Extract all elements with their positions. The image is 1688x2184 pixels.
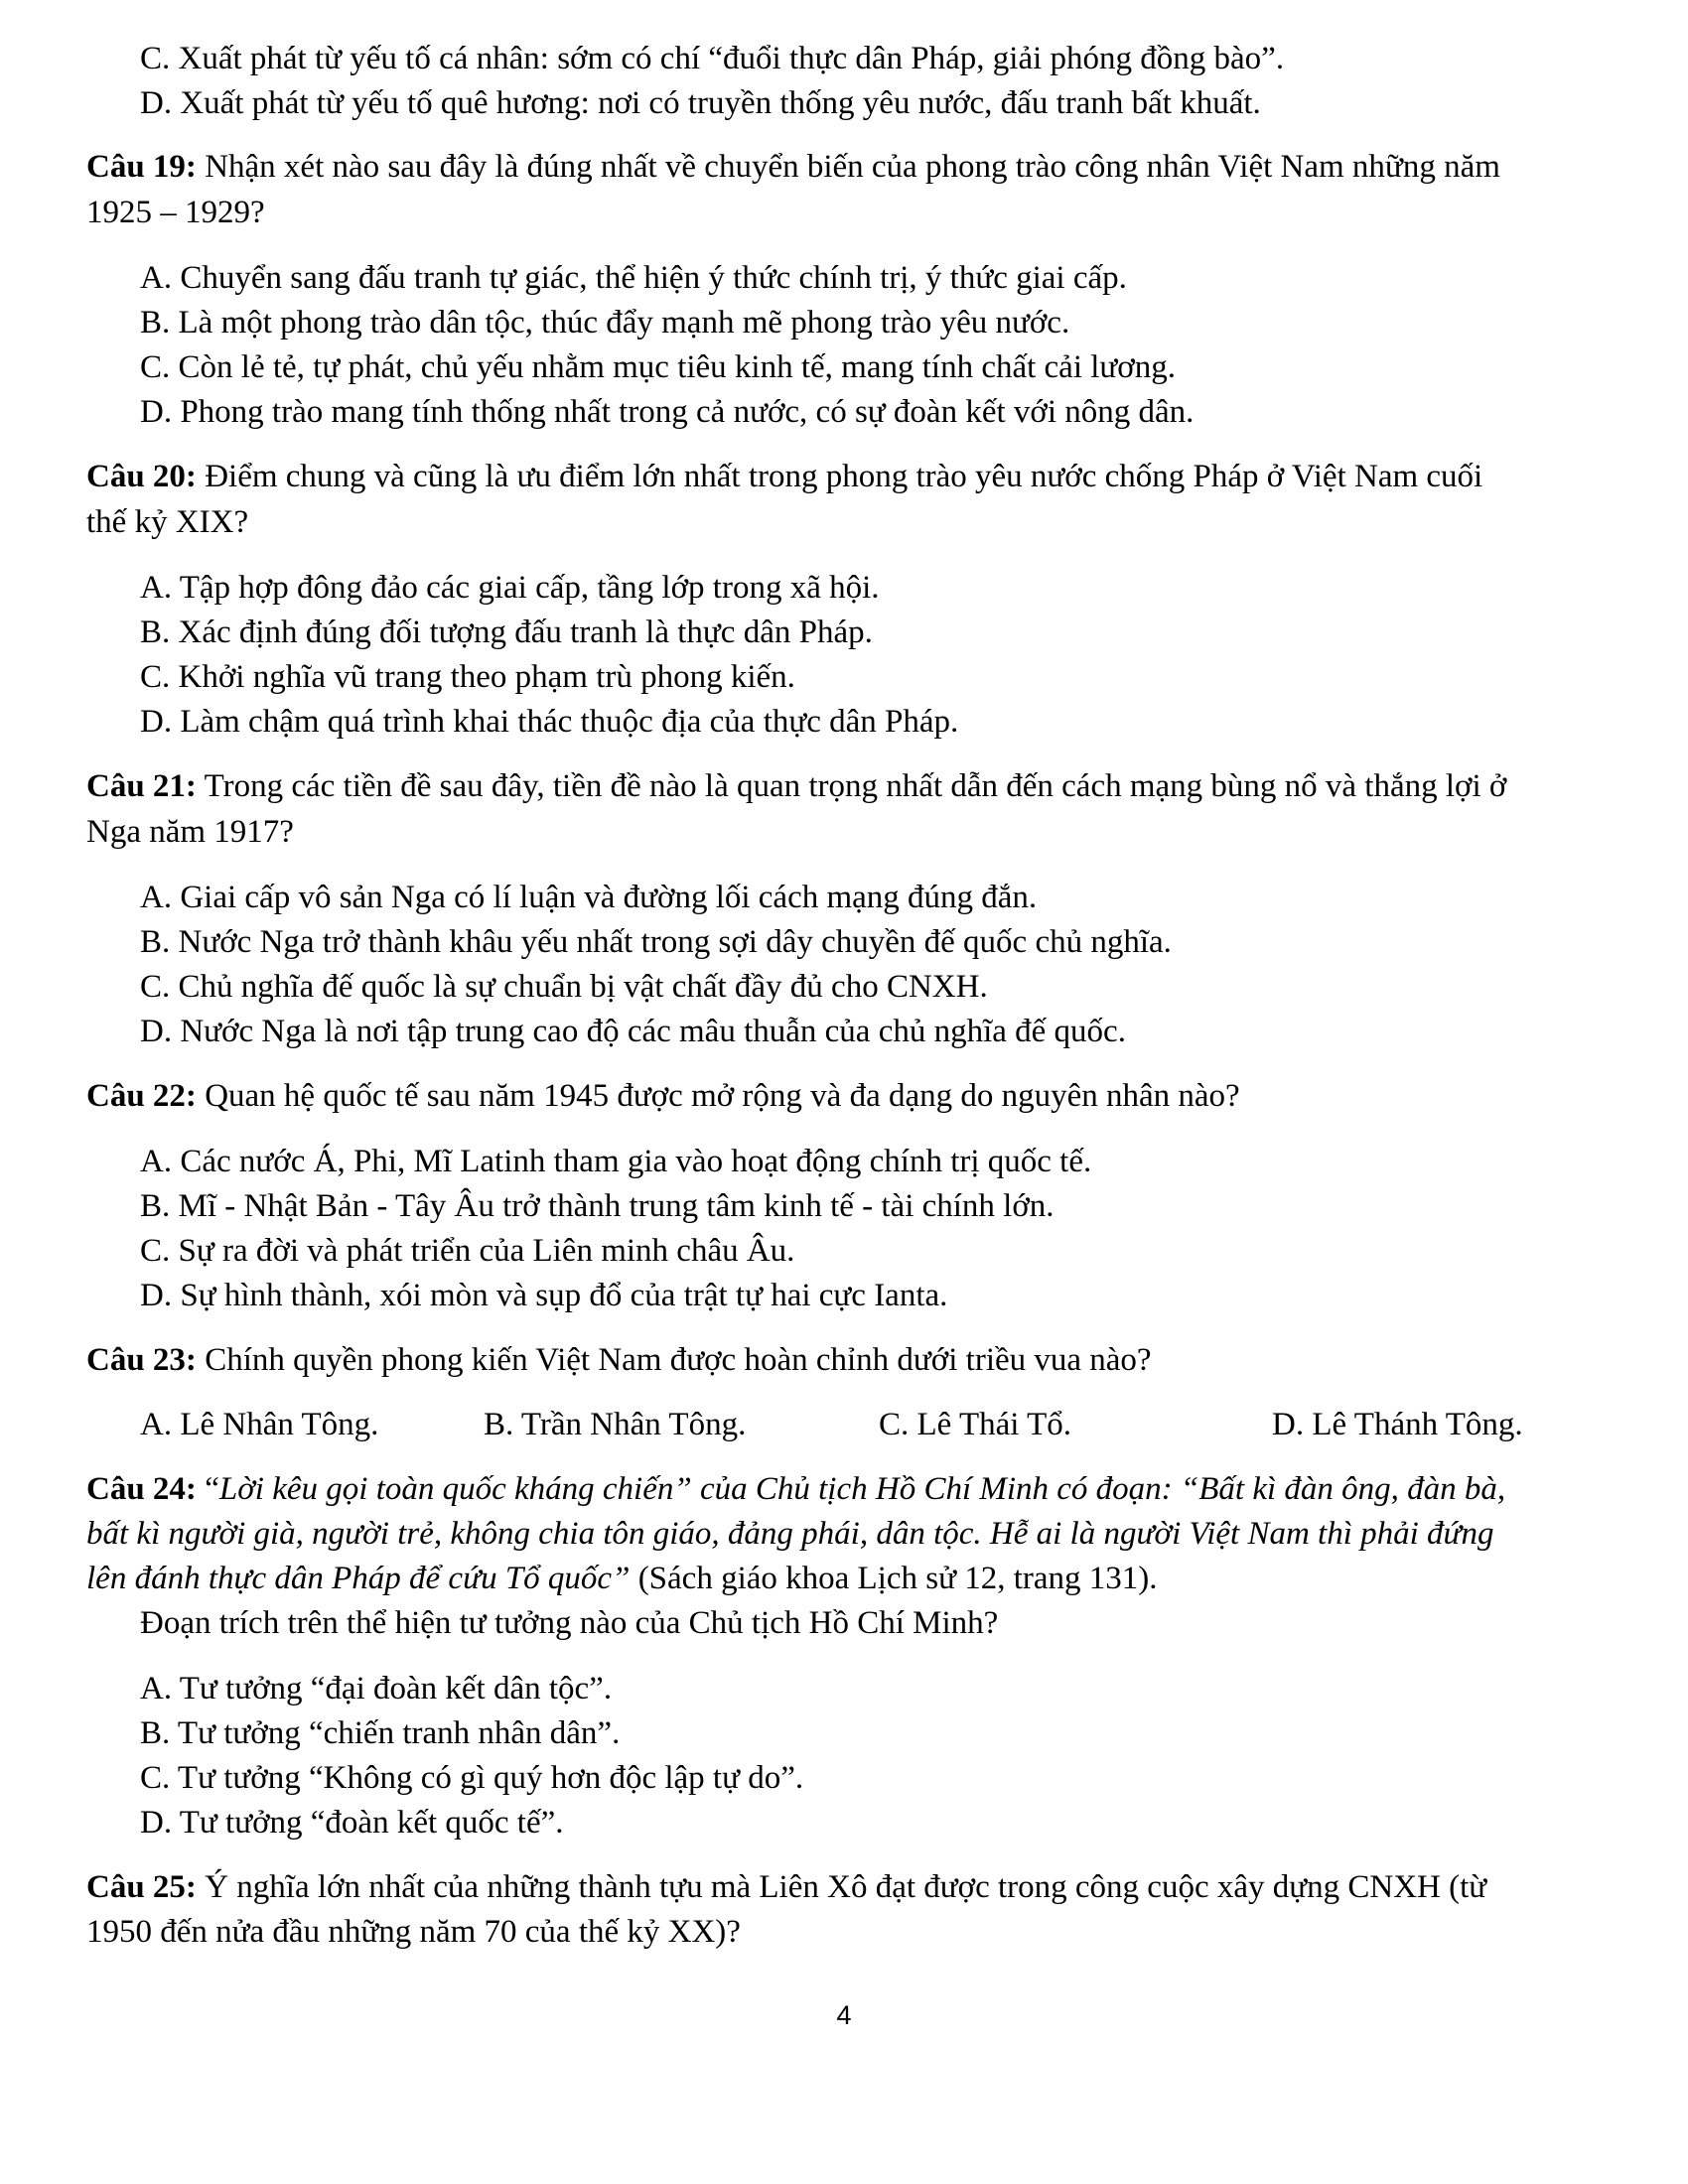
option-c: C. Chủ nghĩa đế quốc là sự chuẩn bị vật chất đầy đủ cho CNXH. <box>140 969 988 1005</box>
question-label: Câu 24: <box>86 1471 197 1507</box>
question-label: Câu 21: <box>86 768 197 804</box>
quote-text: lên đánh thực dân Pháp để cứu Tổ quốc” <box>86 1561 631 1596</box>
option-d: D. Phong trào mang tính thống nhất trong cả nước, có sự đoàn kết với nông dân. <box>140 394 1195 430</box>
question-label: Câu 25: <box>86 1869 197 1905</box>
option-c: C. Tư tưởng “Không có gì quý hơn độc lập tự do”. <box>140 1760 804 1796</box>
question-label: Câu 22: <box>86 1078 197 1114</box>
option-b: B. Nước Nga trở thành khâu yếu nhất trong sợi dây chuyền đế quốc chủ nghĩa. <box>140 924 1172 960</box>
option-b: B. Tư tưởng “chiến tranh nhân dân”. <box>140 1715 621 1751</box>
question-label: Câu 19: <box>86 149 197 185</box>
option-c: C. Xuất phát từ yếu tố cá nhân: sớm có chí “đuổi thực dân Pháp, giải phóng đồng bào”. <box>140 41 1285 76</box>
page-number: 4 <box>836 2000 852 2030</box>
option-b: B. Xác định đúng đối tượng đấu tranh là thực dân Pháp. <box>140 614 873 650</box>
option-b: B. Là một phong trào dân tộc, thúc đẩy mạnh mẽ phong trào yêu nước. <box>140 305 1070 341</box>
option-c: C. Lê Thái Tổ. <box>879 1407 1072 1442</box>
option-d: D. Sự hình thành, xói mòn và sụp đổ của trật tự hai cực Ianta. <box>140 1278 948 1313</box>
option-c: C. Khởi nghĩa vũ trang theo phạm trù phong kiến. <box>140 659 795 695</box>
source-citation: (Sách giáo khoa Lịch sử 12, trang 131). <box>630 1561 1158 1596</box>
quote-text: Lời kêu gọi toàn quốc kháng chiến” của Chủ tịch Hồ Chí Minh có đoạn: “Bất kì đàn ông, đàn bà, <box>218 1471 1506 1507</box>
option-c: C. Còn lẻ tẻ, tự phát, chủ yếu nhằm mục tiêu kinh tế, mang tính chất cải lương. <box>140 349 1176 385</box>
quote-text-end <box>86 1557 1158 1600</box>
question-23 <box>86 1338 1152 1382</box>
option-a: A. Giai cấp vô sản Nga có lí luận và đường lối cách mạng đúng đắn. <box>140 880 1038 915</box>
question-20 <box>86 455 1482 498</box>
option-b: B. Mĩ - Nhật Bản - Tây Âu trở thành trung tâm kinh tế - tài chính lớn. <box>140 1188 1055 1224</box>
option-a: A. Lê Nhân Tông. <box>140 1407 379 1442</box>
option-a: A. Chuyển sang đấu tranh tự giác, thể hiện ý thức chính trị, ý thức giai cấp. <box>140 260 1127 296</box>
option-a: A. Các nước Á, Phi, Mĩ Latinh tham gia vào hoạt động chính trị quốc tế. <box>140 1144 1092 1179</box>
question-20-cont: thế kỷ XIX? <box>86 504 249 540</box>
option-a: A. Tập hợp đông đảo các giai cấp, tầng lớp trong xã hội. <box>140 570 880 606</box>
question-21-cont: Nga năm 1917? <box>86 814 294 850</box>
quote-text-cont: bất kì người già, người trẻ, không chia tôn giáo, đảng phái, dân tộc. Hễ ai là người Việt Nam thì phải đứng <box>86 1516 1494 1552</box>
question-25 <box>86 1865 1486 1909</box>
option-d: D. Lê Thánh Tông. <box>1272 1407 1523 1442</box>
question-text: Chính quyền phong kiến Việt Nam được hoàn chỉnh dưới triều vua nào? <box>196 1342 1152 1378</box>
option-b: B. Trần Nhân Tông. <box>484 1407 747 1442</box>
question-22 <box>86 1074 1240 1118</box>
question-19 <box>86 145 1500 189</box>
option-c: C. Sự ra đời và phát triển của Liên minh châu Âu. <box>140 1233 795 1269</box>
question-text: Ý nghĩa lớn nhất của những thành tựu mà Liên Xô đạt được trong công cuộc xây dựng CNXH (từ <box>196 1869 1487 1905</box>
question-text: Quan hệ quốc tế sau năm 1945 được mở rộng và đa dạng do nguyên nhân nào? <box>196 1078 1240 1114</box>
option-d: D. Xuất phát từ yếu tố quê hương: nơi có truyền thống yêu nước, đấu tranh bất khuất. <box>140 85 1261 121</box>
question-text: Nhận xét nào sau đây là đúng nhất về chuyển biến của phong trào công nhân Việt Nam những năm <box>196 149 1500 185</box>
question-24 <box>86 1467 1505 1511</box>
question-25-cont: 1950 đến nửa đầu những năm 70 của thế kỷ XX)? <box>86 1914 741 1950</box>
question-21 <box>86 764 1506 808</box>
question-text: Trong các tiền đề sau đây, tiền đề nào là quan trọng nhất dẫn đến cách mạng bùng nổ và thắng lợi ở <box>196 768 1507 804</box>
question-label: Câu 23: <box>86 1342 197 1378</box>
option-d: D. Nước Nga là nơi tập trung cao độ các mâu thuẫn của chủ nghĩa đế quốc. <box>140 1014 1126 1049</box>
question-text: “ <box>196 1471 219 1507</box>
option-d: D. Làm chậm quá trình khai thác thuộc địa của thực dân Pháp. <box>140 704 959 740</box>
option-a: A. Tư tưởng “đại đoàn kết dân tộc”. <box>140 1671 613 1706</box>
question-24-prompt: Đoạn trích trên thể hiện tư tưởng nào của Chủ tịch Hồ Chí Minh? <box>140 1605 999 1641</box>
question-text: Điểm chung và cũng là ưu điểm lớn nhất trong phong trào yêu nước chống Pháp ở Việt Nam cuối <box>196 459 1483 494</box>
question-19-cont: 1925 – 1929? <box>86 195 265 230</box>
option-d: D. Tư tưởng “đoàn kết quốc tế”. <box>140 1805 564 1841</box>
question-label: Câu 20: <box>86 459 197 494</box>
